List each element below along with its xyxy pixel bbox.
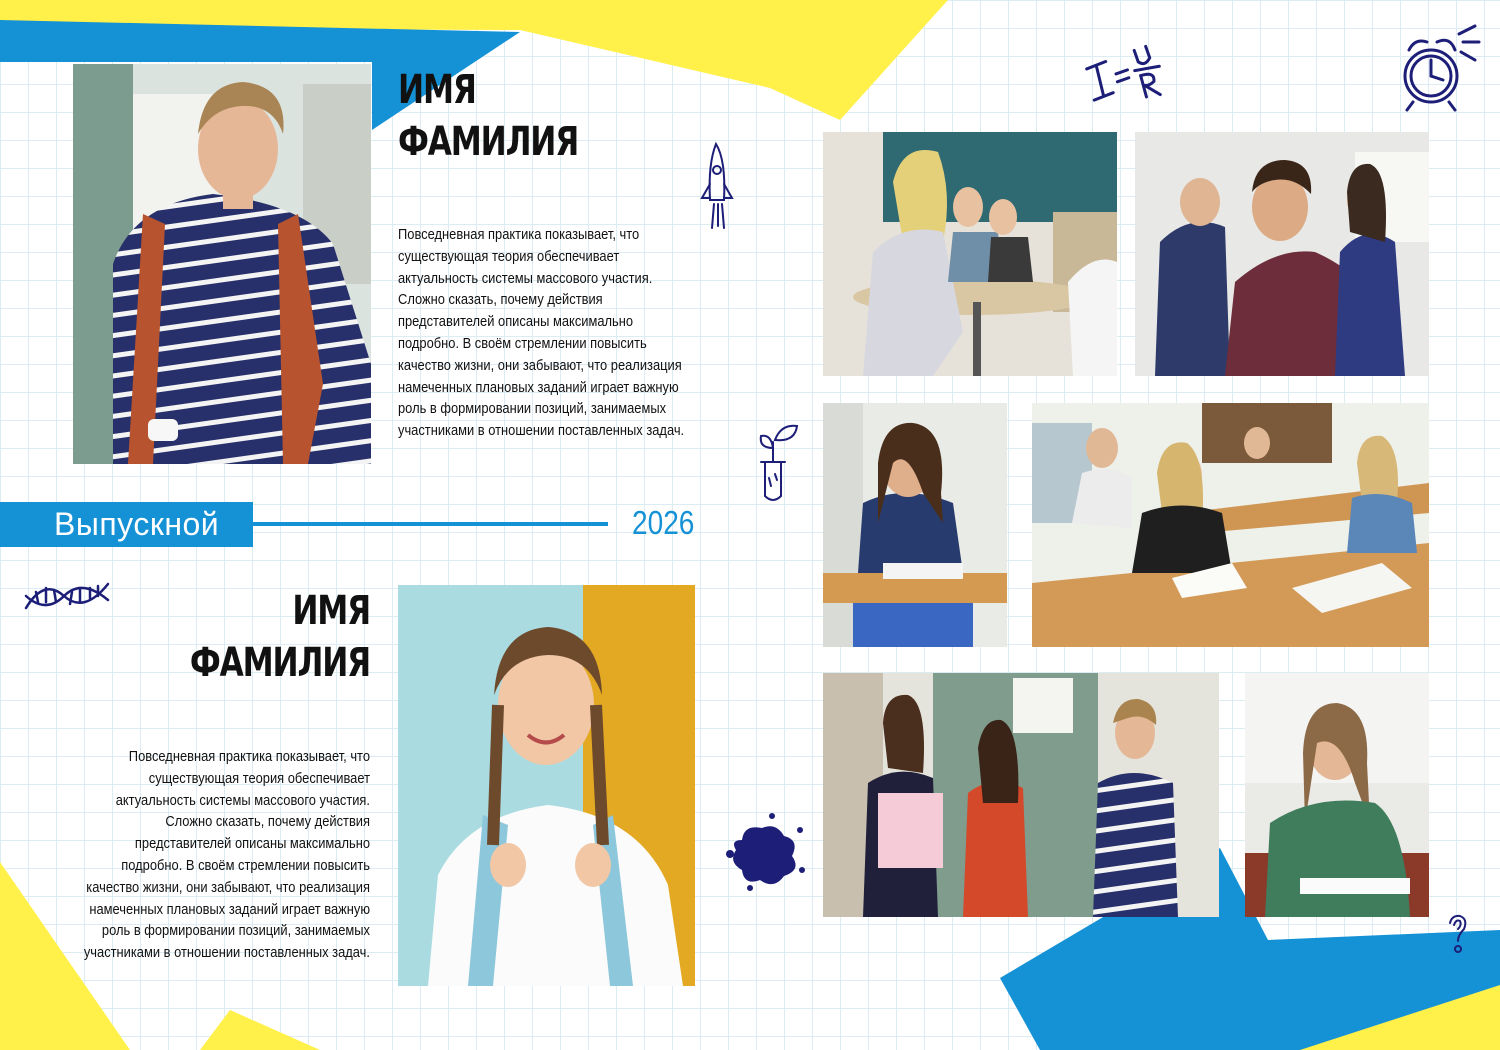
ink-splat [722, 810, 808, 892]
plant-test-tube-icon [755, 418, 811, 504]
graduation-year: 2026 [632, 504, 695, 541]
photo-classroom-desk [823, 132, 1117, 376]
student-description-bottom: Повседневная практика показывает, что существующая теория обеспечивает актуальность системы массового участия. Сложно сказать, почему действия представителей описаны максимально подробно. В своём стремлении повысить качество жизни, они забывают, что реализация намеченных плановых заданий играет важную роль в формировании позиций, занимаемых участниками в отношении поставленных задач. [83, 748, 371, 962]
photo-girl-at-desk [823, 403, 1007, 647]
banner-rule [253, 522, 608, 526]
dna-icon [24, 578, 112, 614]
student-name-top: ИМЯ ФАМИЛИЯ [398, 67, 579, 165]
photo-hallway-boy [1135, 132, 1429, 376]
student-description-top: Повседневная практика показывает, что существующая теория обеспечивает актуальность системы массового участия. Сложно сказать, почему действия представителей описаны максимально подробно. В своём стремлении повысить качество жизни, они забывают, что реализация намеченных плановых заданий играет важную роль в формировании позиций, занимаемых участниками в отношении поставленных задач. [398, 226, 685, 440]
photo-smiling-girl-desk [1245, 673, 1429, 917]
photo-students-corridor [823, 673, 1219, 917]
question-mark-icon [1446, 913, 1470, 955]
ohms-law-doodle [1080, 42, 1175, 104]
rocket-icon [700, 140, 744, 232]
portrait-photo-girl [398, 585, 695, 986]
alarm-clock-icon [1395, 20, 1483, 112]
yellow-shape-bottom-left-2 [200, 1010, 320, 1050]
portrait-photo-boy [73, 64, 371, 464]
graduation-banner: Выпускной [0, 502, 253, 547]
photo-students-studying [1032, 403, 1429, 647]
student-name-bottom: ИМЯ ФАМИЛИЯ [189, 588, 370, 686]
